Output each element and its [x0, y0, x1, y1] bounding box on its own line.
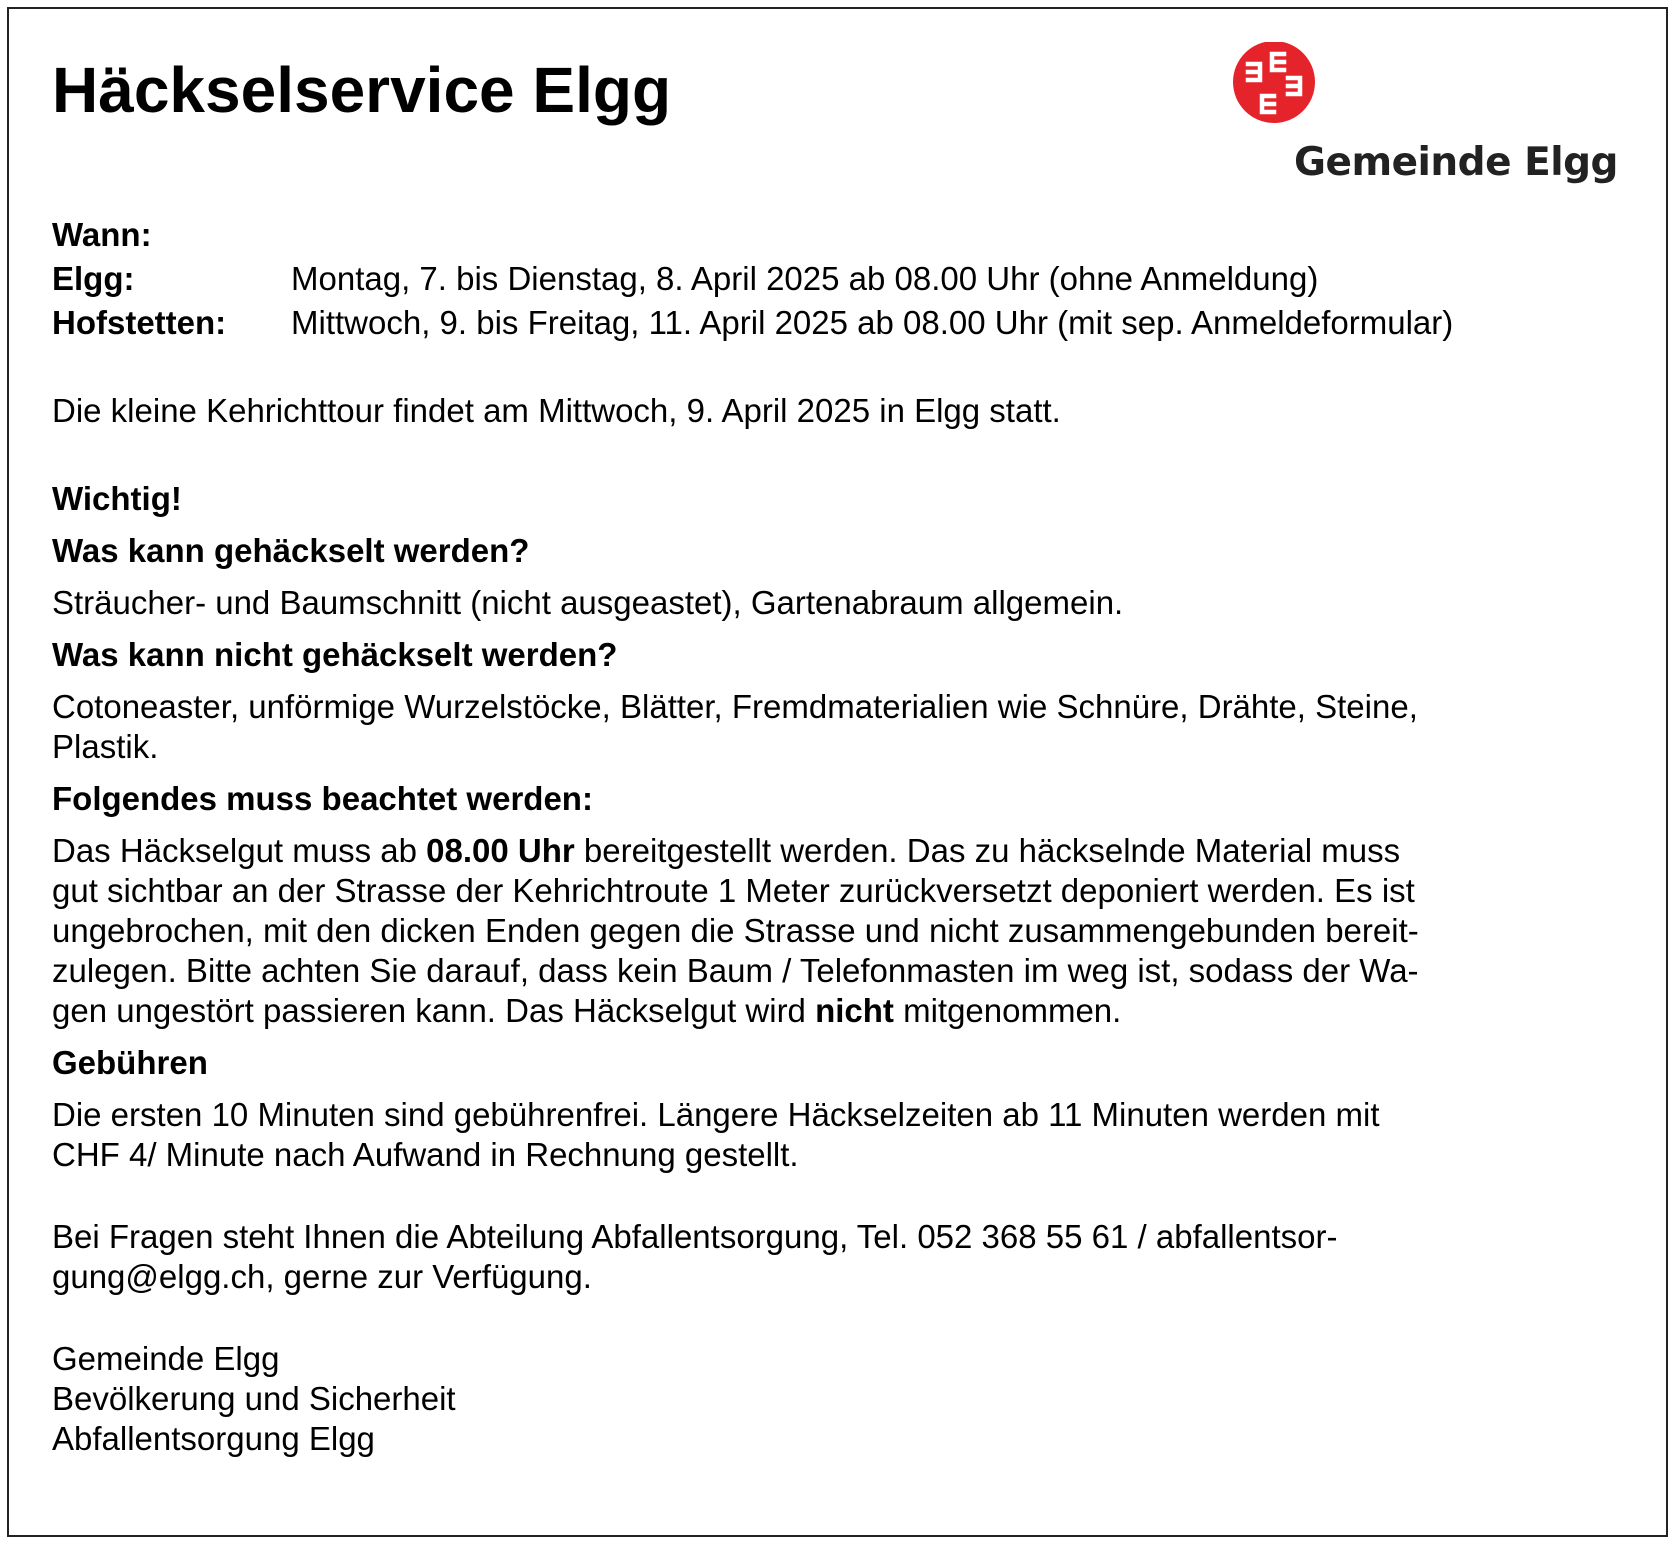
when-heading: Wann:	[52, 216, 152, 253]
note-line: ungebrochen, mit den dicken Enden gegen die Strasse und nicht zusammengebunden bereit-	[52, 912, 1419, 949]
cannot-chip-line: Plastik.	[52, 728, 159, 765]
fees-heading: Gebühren	[52, 1044, 208, 1081]
note-heading: Folgendes muss beachtet werden:	[52, 780, 593, 817]
note-line: Das Häckselgut muss ab 08.00 Uhr bereitgestellt werden. Das zu häckselnde Material muss	[52, 832, 1401, 869]
time-emphasis: 08.00 Uhr	[426, 832, 575, 869]
can-chip-text: Sträucher- und Baumschnitt (nicht ausgeastet), Gartenabraum allgemein.	[52, 584, 1124, 621]
note-line: zulegen. Bitte achten Sie darauf, dass kein Baum / Telefonmasten im weg ist, sodass der Wa-	[52, 952, 1419, 989]
page-title: Häckselservice Elgg	[52, 54, 672, 126]
schedule-label: Elgg:	[52, 260, 135, 297]
can-chip-heading: Was kann gehäckselt werden?	[52, 532, 530, 569]
signature-line: Abfallentsorgung Elgg	[52, 1420, 375, 1457]
note-line: gut sichtbar an der Strasse der Kehrichtroute 1 Meter zurückversetzt deponiert werden. Es ist	[52, 872, 1415, 909]
not-emphasis: nicht	[815, 992, 894, 1029]
contact-line: gung@elgg.ch, gerne zur Verfügung.	[52, 1258, 592, 1295]
schedule-text: Montag, 7. bis Dienstag, 8. April 2025 ab 08.00 Uhr (ohne Anmeldung)	[291, 260, 1319, 297]
logo-text: Gemeinde Elgg	[1294, 140, 1618, 185]
signature-line: Gemeinde Elgg	[52, 1340, 280, 1377]
schedule-label: Hofstetten:	[52, 304, 227, 341]
coat-of-arms-icon	[1226, 42, 1346, 142]
signature-line: Bevölkerung und Sicherheit	[52, 1380, 456, 1417]
municipality-logo	[1226, 42, 1626, 192]
schedule-row-hofstetten	[52, 301, 1642, 345]
notice-body	[52, 213, 1642, 1461]
fees-line: CHF 4/ Minute nach Aufwand in Rechnung gestellt.	[52, 1136, 799, 1173]
schedule-text: Mittwoch, 9. bis Freitag, 11. April 2025 ab 08.00 Uhr (mit sep. Anmeldeformular)	[291, 304, 1454, 341]
fees-line: Die ersten 10 Minuten sind gebührenfrei. Längere Häckselzeiten ab 11 Minuten werden mit	[52, 1096, 1380, 1133]
cannot-chip-line: Cotoneaster, unförmige Wurzelstöcke, Blätter, Fremdmaterialien wie Schnüre, Drähte, Steine,	[52, 688, 1418, 725]
note-line: gen ungestört passieren kann. Das Häckselgut wird nicht mitgenommen.	[52, 992, 1122, 1029]
contact-line: Bei Fragen steht Ihnen die Abteilung Abfallentsorgung, Tel. 052 368 55 61 / abfallentsor-	[52, 1218, 1338, 1255]
schedule-row-elgg	[52, 257, 1642, 301]
cannot-chip-heading: Was kann nicht gehäckselt werden?	[52, 636, 618, 673]
tour-note: Die kleine Kehrichttour findet am Mittwoch, 9. April 2025 in Elgg statt.	[52, 392, 1061, 429]
important-heading: Wichtig!	[52, 480, 182, 517]
